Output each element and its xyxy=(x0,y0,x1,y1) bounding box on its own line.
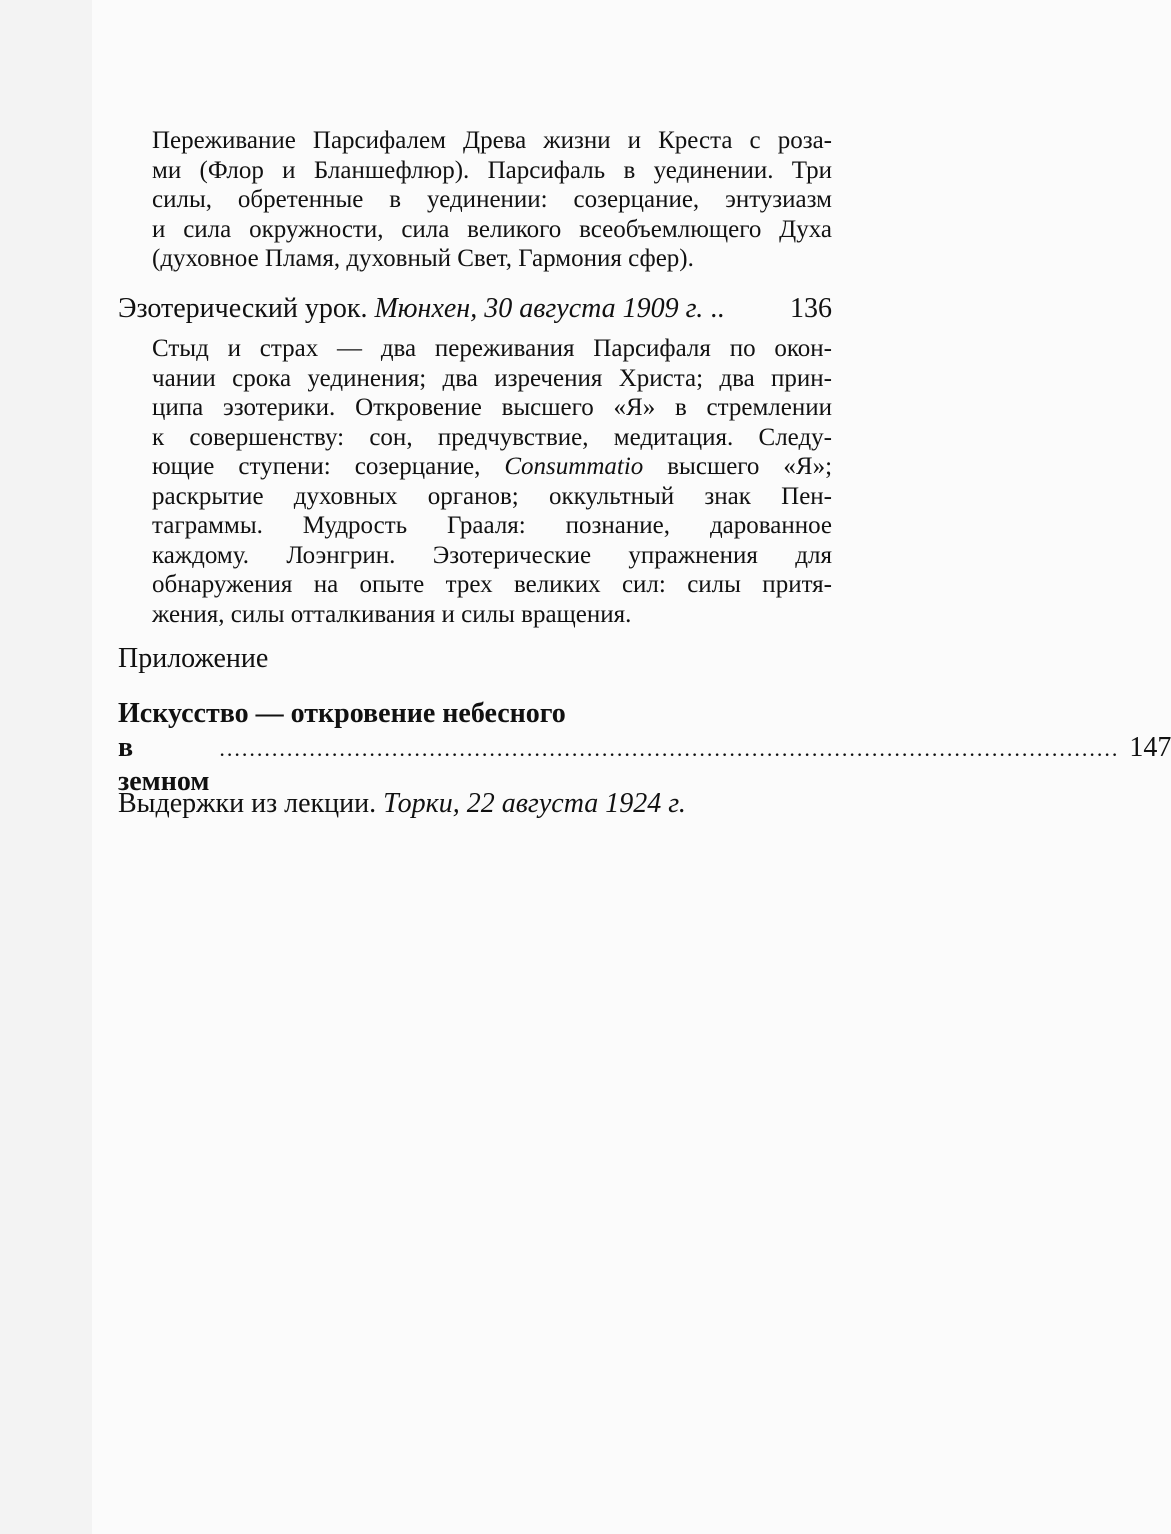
entry-place-date: Торки, 22 августа 1924 г. xyxy=(383,788,686,819)
text-line xyxy=(152,452,832,482)
text-line: жения, силы отталкивания и силы вращения. xyxy=(152,600,632,628)
text-line: силы, обретенные в уединении: созерцание, энтузиазм xyxy=(152,186,832,213)
text-line: каждому. Лоэнгрин. Эзотерические упражнения для xyxy=(152,541,832,569)
text-line: ципа эзотерики. Откровение высшего «Я» в стремлении xyxy=(152,394,832,421)
page-number: 147 xyxy=(1129,732,1171,763)
entry-place-date: Мюнхен, 30 августа 1909 г. xyxy=(374,293,704,324)
entry-leader-dots: .. xyxy=(710,293,725,324)
toc-entry-torquay-excerpt[interactable] xyxy=(118,787,832,821)
summary-paragraph-2 xyxy=(152,334,832,629)
text-line: ми (Флор и Бланшефлюр). Парсифаль в уединении. Три xyxy=(152,156,832,184)
text-line: к совершенству: сон, предчувствие, медитация. Следу- xyxy=(152,423,832,451)
appendix-heading: Приложение xyxy=(118,643,269,674)
summary-paragraph-1 xyxy=(152,126,832,274)
text-line: раскрытие духовных органов; оккультный знак Пен- xyxy=(152,482,832,510)
text-segment: высшего «Я»; xyxy=(667,453,833,480)
text-line: Стыд и страх — два переживания Парсифаля по окон- xyxy=(152,335,832,362)
page-number: 136 xyxy=(790,293,832,324)
section-title-continuation: в земном xyxy=(118,732,210,797)
text-line: Переживание Парсифалем Древа жизни и Креста с роза- xyxy=(152,127,832,154)
leader-dots: ........................................................................................................................ xyxy=(219,736,1120,761)
toc-entry-esoteric-lesson[interactable] xyxy=(118,292,832,326)
text-line: чании срока уединения; два изречения Христа; два прин- xyxy=(152,364,832,392)
entry-title: Выдержки из лекции. xyxy=(118,788,377,819)
latin-term: Consummatio xyxy=(504,453,644,480)
text-line: обнаружения на опыте трех великих сил: силы притя- xyxy=(152,571,832,598)
section-title[interactable]: Искусство — откровение небесного xyxy=(118,698,566,729)
text-line: (духовное Пламя, духовный Свет, Гармония сфер). xyxy=(152,245,694,272)
text-line: и сила окружности, сила великого всеобъемлющего Духа xyxy=(152,215,832,243)
entry-title: Эзотерический урок. xyxy=(118,293,368,324)
text-line: таграммы. Мудрость Грааля: познание, дарованное xyxy=(152,512,832,539)
text-segment: ющие ступени: созерцание, xyxy=(152,453,481,480)
